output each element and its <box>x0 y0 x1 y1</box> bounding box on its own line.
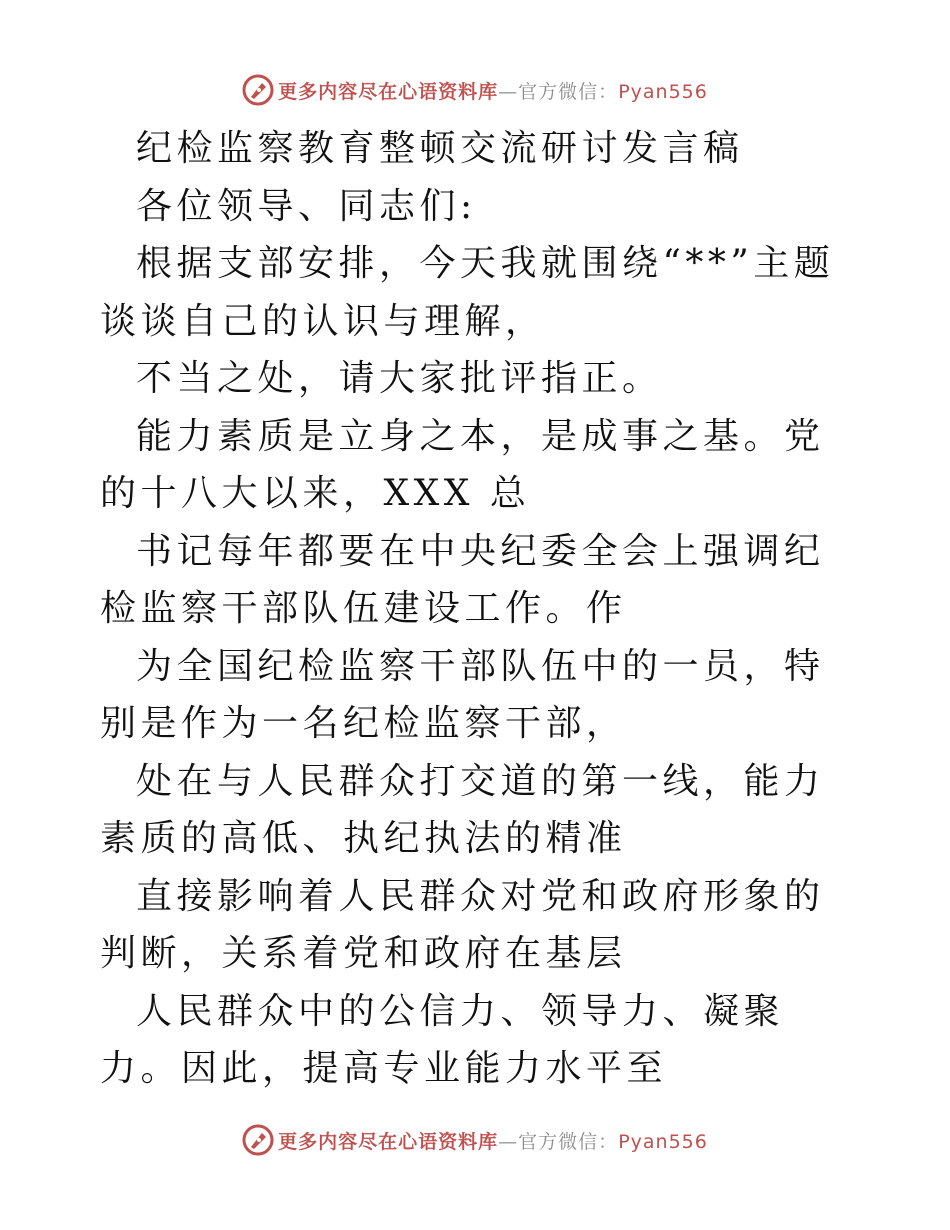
document-body <box>100 120 860 1098</box>
paragraph: 人民群众中的公信力、领导力、凝聚力。因此，提高专业能力水平至 <box>100 990 785 1089</box>
salutation: 各位领导、同志们: <box>136 185 477 227</box>
paragraph: 根据支部安排，今天我就围绕“**”主题谈谈自己的认识与理解， <box>100 243 835 342</box>
paragraph: 书记每年都要在中央纪委全会上强调纪检监察干部队伍建设工作。作 <box>100 530 825 629</box>
banner-separator: — <box>498 80 519 103</box>
header-banner <box>0 70 950 110</box>
banner-account: Pyan556 <box>618 1130 708 1153</box>
document-title: 纪检监察教育整顿交流研讨发言稿 <box>136 128 744 169</box>
paragraph: 处在与人民群众打交道的第一线，能力素质的高低、执纪执法的精准 <box>100 760 825 859</box>
banner-text <box>278 1127 708 1154</box>
paragraph: 直接影响着人民群众对党和政府形象的判断，关系着党和政府在基层 <box>100 875 825 974</box>
banner-official-label: 官方微信： <box>518 80 619 103</box>
pen-nib-logo-icon <box>242 74 274 106</box>
footer-banner <box>0 1120 950 1160</box>
paragraph: 能力素质是立身之本，是成事之基。党的十八大以来，XXX 总 <box>100 415 825 514</box>
banner-text <box>278 77 708 104</box>
paragraph: 不当之处，请大家批评指正。 <box>136 358 663 399</box>
banner-separator: — <box>498 1130 519 1153</box>
banner-official-label: 官方微信： <box>518 1130 619 1153</box>
paragraph: 为全国纪检监察干部队伍中的一员，特别是作为一名纪检监察干部， <box>100 645 825 744</box>
banner-main-text: 更多内容尽在心语资料库 <box>278 1130 499 1153</box>
pen-nib-logo-icon <box>242 1124 274 1156</box>
banner-main-text: 更多内容尽在心语资料库 <box>278 80 499 103</box>
banner-account: Pyan556 <box>618 80 708 103</box>
